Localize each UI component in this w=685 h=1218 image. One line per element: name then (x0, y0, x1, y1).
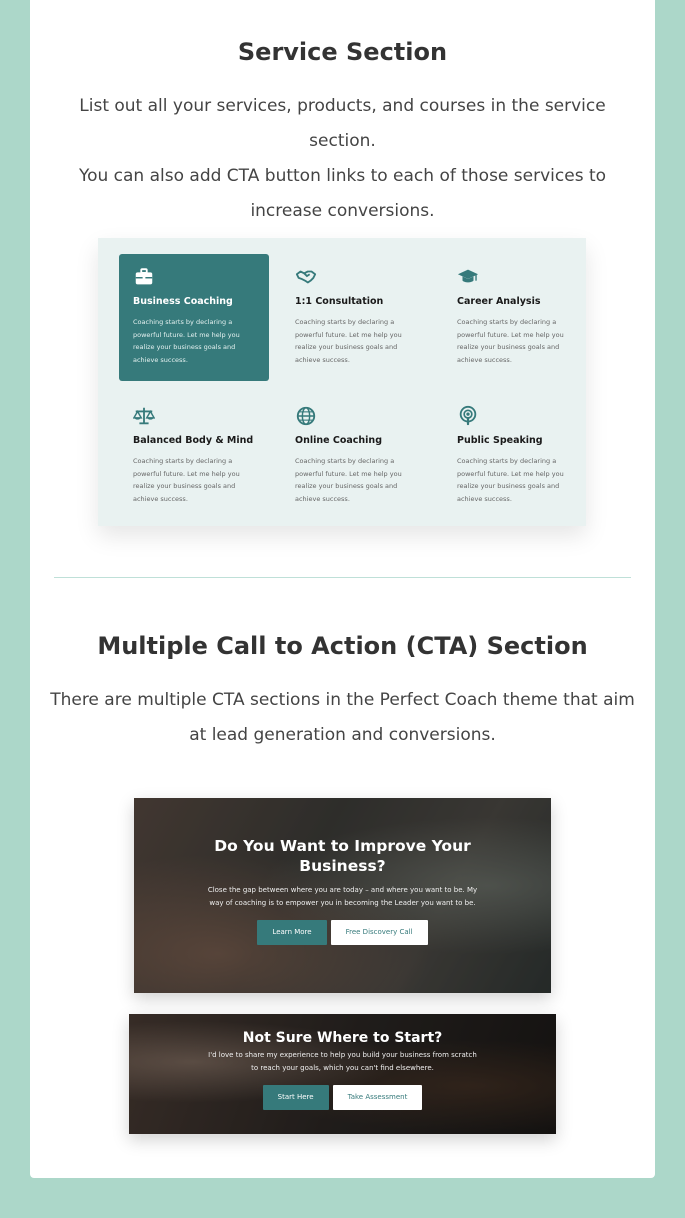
service-section-description: List out all your services, products, and courses in the service section. You can also add CTA button links to each of those services to increase conversions. (78, 96, 607, 221)
service-card-online-coaching[interactable] (281, 393, 431, 517)
service-card-balanced-body-mind[interactable] (119, 393, 269, 517)
service-name: Business Coaching (133, 296, 233, 307)
service-card-public-speaking[interactable] (443, 393, 593, 517)
start-here-button[interactable]: Start Here (263, 1085, 329, 1110)
service-name: Balanced Body & Mind (133, 435, 254, 446)
handshake-icon (295, 266, 317, 288)
content-card (30, 0, 655, 1178)
cta-title: Not Sure Where to Start? (242, 1030, 443, 1046)
service-name: 1:1 Consultation (295, 296, 384, 307)
briefcase-icon (133, 266, 155, 288)
globe-icon (295, 405, 317, 427)
service-name: Online Coaching (295, 435, 382, 446)
podcast-icon (457, 405, 479, 427)
services-preview (98, 238, 586, 526)
graduation-cap-icon (457, 266, 479, 288)
service-description: Coaching starts by declaring a powerful future. Let me help you realize your business goals and achieve success. (133, 318, 240, 364)
service-description: Coaching starts by declaring a powerful future. Let me help you realize your business goals and achieve success. (295, 318, 402, 364)
take-assessment-button[interactable]: Take Assessment (333, 1085, 423, 1110)
cta-text: Close the gap between where you are today – and where you want to be. My way of coaching is to empower you in becoming the Leader you want to be. (207, 886, 478, 907)
cta-text: I'd love to share my experience to help you build your business from scratch to reach your goals, which you can't find elsewhere. (208, 1051, 477, 1072)
cta-banner-improve-business (134, 798, 551, 993)
cta-title: Do You Want to Improve Your Business? (214, 837, 471, 875)
free-discovery-call-button[interactable]: Free Discovery Call (331, 920, 428, 945)
service-card-career-analysis[interactable] (443, 254, 593, 378)
cta-section-title: Multiple Call to Action (CTA) Section (97, 632, 588, 660)
balance-scale-icon (133, 405, 155, 427)
service-card-consultation[interactable] (281, 254, 431, 378)
service-card-business-coaching[interactable] (119, 254, 269, 381)
service-description: Coaching starts by declaring a powerful future. Let me help you realize your business goals and achieve success. (295, 457, 402, 503)
service-name: Public Speaking (457, 435, 543, 446)
service-section-title: Service Section (237, 38, 448, 66)
service-description: Coaching starts by declaring a powerful future. Let me help you realize your business goals and achieve success. (133, 457, 240, 503)
cta-section-description: There are multiple CTA sections in the Perfect Coach theme that aim at lead generation and conversions. (50, 690, 635, 745)
service-description: Coaching starts by declaring a powerful future. Let me help you realize your business goals and achieve success. (457, 318, 564, 364)
cta-banner-where-to-start (129, 1014, 556, 1134)
service-name: Career Analysis (457, 296, 541, 307)
section-divider (54, 577, 631, 578)
learn-more-button[interactable]: Learn More (257, 920, 326, 945)
service-description: Coaching starts by declaring a powerful future. Let me help you realize your business goals and achieve success. (457, 457, 564, 503)
